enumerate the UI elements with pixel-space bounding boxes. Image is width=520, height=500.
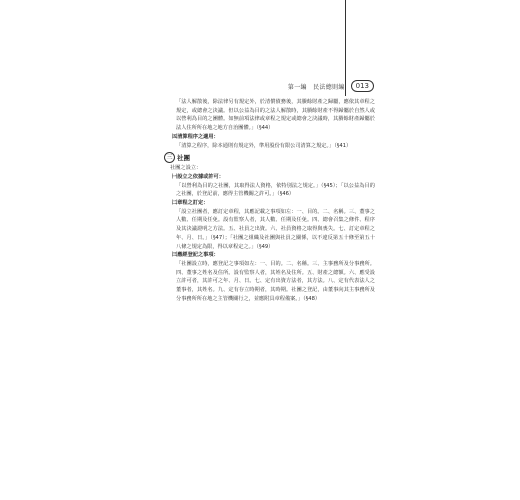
quote-paragraph: 「以營利為目的之社團，其取得法人資格，依特別法之規定。」（§45）；「以公益為目的之社團，於登記前，應得主管機關之許可。」（§46） xyxy=(176,182,375,198)
body-paragraph: 社團之設立： xyxy=(170,165,202,172)
quote-paragraph: 「設立社團者，應訂定章程，其應記載之事項如左：一、目的。二、名稱。三、董事之人數、任期及任免。設有監察人者，其人數、任期及任免。四、總會召集之條件、程序及其決議證明之方法。五、社員之出資。六、社員資格之取得與喪失。七、訂定章程之年、月、日。」（§47）；「社團之組織及社團與社員之關係，以不違反第五十條至第五十八條之規定為限，得以章程定之。」（§49） xyxy=(176,208,375,250)
subheading: ㈤清算程序之適用： xyxy=(172,133,219,140)
quote-paragraph: 「社團設立時，應登記之事項如左：一、目的。二、名稱。三、主事務所及分事務所。四、董事之姓名及住所。設有監察人者，其姓名及住所。五、財產之總額。六、應受設立許可者，其許可之年、月、日。七、定有出資方法者，其方法。八、定有代表法人之董事者，其姓名。九、定有存立時期者，其時期。社團之登記，由董事向其主事務所及分事務所所在地之主管機關行之，並應附具章程備案。」（§48） xyxy=(176,260,375,302)
section-number-badge: 三 xyxy=(164,152,175,163)
quote-paragraph: 「清算之程序，除本通則有規定外，準用股份有限公司清算之規定。」（§41） xyxy=(176,142,352,149)
page-body xyxy=(166,98,375,303)
running-header xyxy=(288,80,374,92)
chapter-title: 第一編 民法總則編 xyxy=(287,83,345,91)
page-number: 013 xyxy=(351,80,374,92)
section-heading xyxy=(164,152,375,163)
subheading: ㈢應經登記之事項： xyxy=(172,252,219,259)
quote-paragraph: 「法人解散後，除法律另有規定外，於清償債務後，其賸餘財產之歸屬，應依其章程之規定，或總會之決議。但以公益為目的之法人解散時，其賸餘財產不得歸屬於自然人或以營利為目的之團體。如無前項法律或章程之規定或總會之決議時，其賸餘財產歸屬於法人住所所在地之地方自治團體。」（§44） xyxy=(176,99,375,132)
subheading: ㈠設立之依據或許可： xyxy=(172,173,224,180)
subheading: ㈡章程之訂定： xyxy=(172,200,209,207)
section-heading-label: 社團 xyxy=(177,153,190,162)
